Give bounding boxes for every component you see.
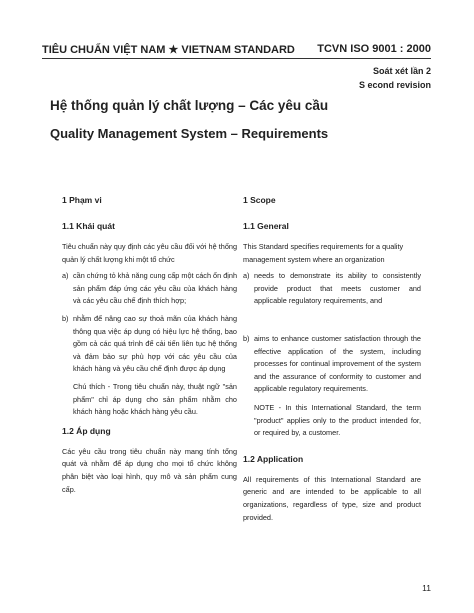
list-item-a-vn [62,270,237,308]
list-text: aims to enhance customer satisfaction through the effective application of the system, including processes for continual improvement of the system and the assurance of conformity to customer and applicable regulatory requirements. [254,333,421,394]
list-label: a) [243,271,250,281]
english-column [243,195,421,524]
note-paragraph-en: NOTE - In this International Standard, the term "product" applies only to the product intended for, or required by, a customer. [254,402,421,438]
page-number: 11 [422,583,431,593]
document-title-en: Quality Management System – Requirements [50,126,329,141]
subsection-heading-application-en: 1.2 Application [243,453,304,464]
revision-vn: Soát xét lần 2 [372,66,431,76]
application-paragraph-en: All requirements of this International Standard are generic and are intended to be applicable to all organizations, regardless of type, size and product provided. [243,474,421,522]
subsection-heading-general-vn: 1.1 Khái quát [62,221,115,231]
list-text: needs to demonstrate its ability to consistently provide product that meets customer and applicable regulatory requirements, and [254,271,421,306]
list-item-a-en [243,270,421,308]
section-heading-scope-en: 1 Scope [243,195,276,205]
list-label: b) [62,313,69,323]
revision-en: S econd revision [358,80,431,90]
list-label: a) [62,271,69,281]
list-label: b) [243,333,250,343]
intro-paragraph-en: This Standard specifies requirements for a quality management system where an organization [243,242,404,264]
header-divider [42,58,431,59]
document-title-vn: Hệ thống quản lý chất lượng – Các yêu cầu [50,98,329,113]
list-item-b-vn [62,313,237,376]
list-text: cần chứng tỏ khả năng cung cấp một cách ổn định sản phẩm đáp ứng các yêu cầu của khách hàng và các yêu cầu chế định thích hợp; [73,271,237,306]
subsection-heading-application-vn: 1.2 Áp dụng [62,425,111,436]
subsection-heading-general-en: 1.1 General [243,221,289,231]
standard-code: TCVN ISO 9001 : 2000 [317,43,431,55]
note-paragraph-vn: Chú thích - Trong tiêu chuẩn này, thuật ngữ "sản phẩm" chỉ áp dụng cho sản phẩm nhằm cho khách hàng hoặc khách hàng yêu cầu. [73,381,237,417]
list-item-b-en [243,333,421,396]
vietnamese-column [62,195,237,496]
intro-paragraph-vn: Tiêu chuẩn này quy định các yêu cầu đối với hệ thống quản lý chất lượng khi một tổ chức [62,242,237,264]
list-text: nhằm để nâng cao sự thoả mãn của khách hàng thông qua việc áp dụng có hiệu lực hệ thống, bao gồm cả các quá trình để cải tiến liên tục hệ thống và đảm bảo sự phù hợp với các yêu cầu của khách hàng và yêu cầu chế định được áp dụng [73,313,237,374]
section-heading-scope-vn: 1 Phạm vi [62,195,102,205]
standard-header: TIÊU CHUẨN VIỆT NAM ★ VIETNAM STANDARD [42,44,295,56]
application-paragraph-vn: Các yêu cầu trong tiêu chuẩn này mang tính tổng quát và nhằm để áp dụng cho mọi tổ chức không phân biệt vào loại hình, quy mô và sản phẩm cung cấp. [62,446,237,494]
